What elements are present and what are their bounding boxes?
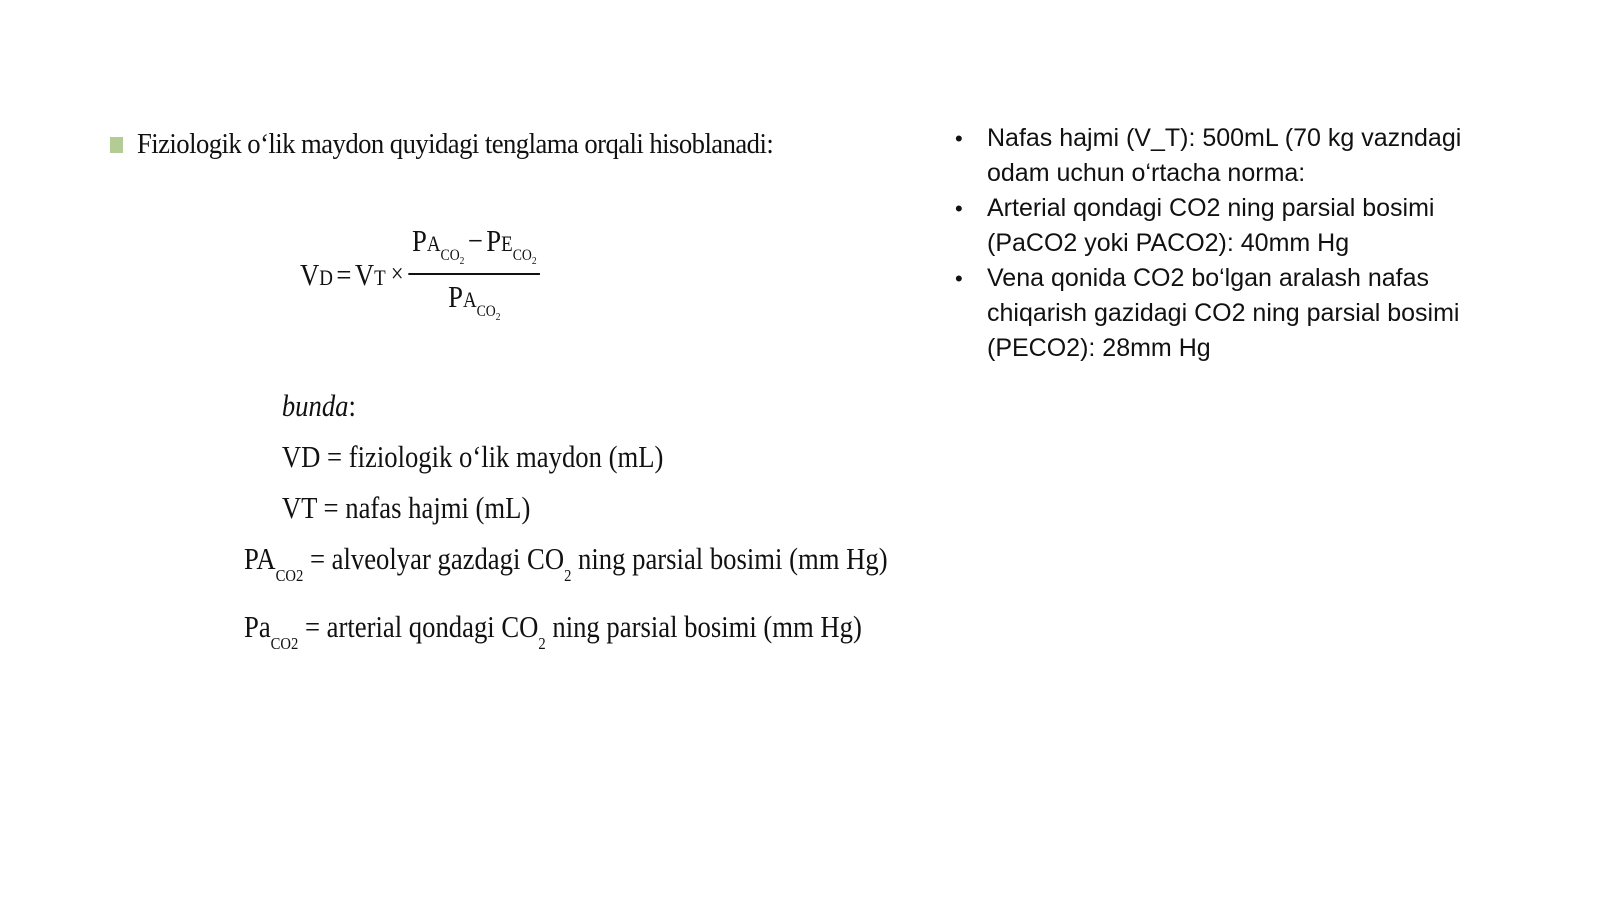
formula-times: × [390, 259, 404, 288]
definitions [244, 380, 888, 669]
fraction-denominator: $PA_{CO_2}$ [448, 279, 501, 323]
formula-lhs: VD [300, 256, 333, 292]
intro-text: Fiziologik o‘lik maydon quyidagi tenglama orqali hisoblanadi: [137, 128, 774, 160]
definition-pa: $PA_{CO2}$ = alveolyar gazdagi $CO_2$ ning parsial bosimi (mm Hg) [244, 541, 888, 585]
bullet-item-arterial-co2 [955, 191, 1515, 261]
values-bullet-list [955, 121, 1515, 366]
formula-equals: = [336, 256, 352, 292]
definition-vt: VT = nafas hajmi (mL) [281, 490, 531, 525]
bullet-text: Vena qonida CO2 bo‘lgan aralash nafas chiqarish gazidagi CO2 ning parsial bosimi (PECO2): 28mm Hg [987, 264, 1460, 362]
square-bullet-icon [110, 137, 123, 153]
bullet-item-expired-co2 [955, 261, 1515, 366]
fraction-numerator: $PA_{CO_2}- PE_{CO_2}$ [409, 225, 540, 275]
definition-vd: VD = fiziologik o‘lik maydon (mL) [281, 439, 664, 474]
bullet-dot-icon: • [955, 196, 963, 221]
where-label: bunda: [281, 388, 356, 423]
formula-fraction [409, 225, 540, 323]
bullet-dot-icon: • [955, 126, 963, 151]
dead-space-formula [300, 225, 540, 323]
bullet-dot-icon: • [955, 266, 963, 291]
definition-part: $Pa_{CO2}$ = arterial qondagi $CO_2$ ning parsial bosimi (mm Hg) [244, 609, 862, 653]
bullet-text: Arterial qondagi CO2 ning parsial bosimi (PaCO2 yoki PACO2): 40mm Hg [987, 194, 1435, 257]
bullet-text: Nafas hajmi (V_T): 500mL (70 kg vazndagi odam uchun o‘rtacha norma: [987, 124, 1462, 187]
bullet-item-tidal-volume [955, 121, 1515, 191]
formula-vt: VT [354, 256, 386, 292]
intro-line [110, 128, 829, 161]
